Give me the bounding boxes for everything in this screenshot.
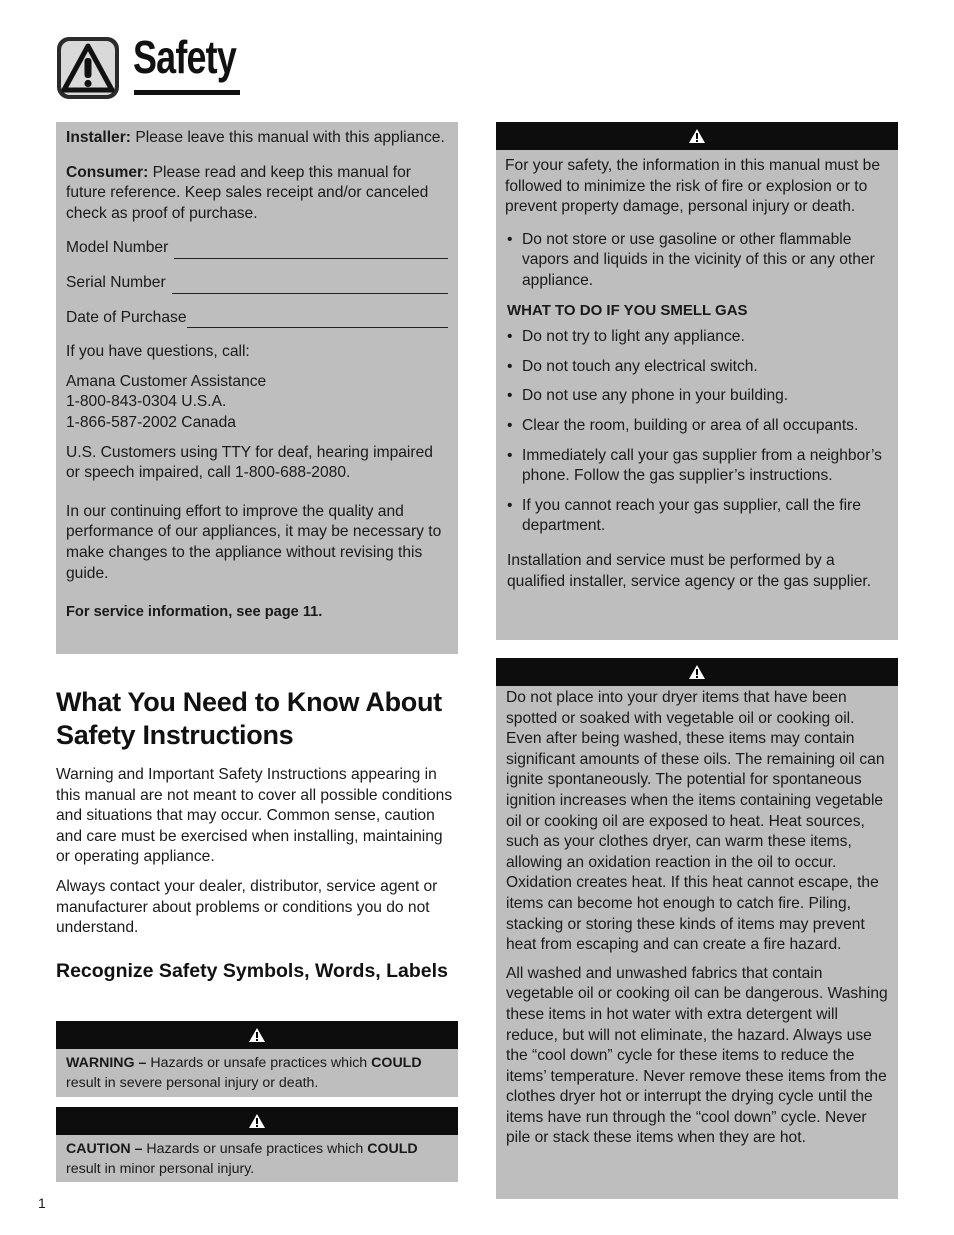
warning-triangle-icon bbox=[688, 128, 706, 144]
oil-warning-box bbox=[496, 686, 898, 1199]
warning-triangle-icon bbox=[688, 664, 706, 680]
intro-paragraph-2: Always contact your dealer, distributor, service agent or manufacturer about problems or conditions you do not understand. bbox=[56, 878, 438, 937]
gas-warning-header-bar bbox=[496, 122, 898, 150]
main-heading: What You Need to Know About Safety Instructions bbox=[56, 687, 442, 750]
page-title: Safety bbox=[133, 31, 237, 83]
intro-paragraph-1: Warning and Important Safety Instructions appearing in this manual are not meant to cover all possible conditions and situations that may occur. Common sense, caution and care must be exercised when installing, maintaining or operating appliance. bbox=[56, 766, 453, 866]
consumer-note: Consumer: Please read and keep this manual for future reference. Keep sales receipt and/or canceled check as proof of purchase. bbox=[66, 163, 429, 222]
smell-gas-heading: WHAT TO DO IF YOU SMELL GAS bbox=[507, 301, 748, 319]
oil-warning-paragraph-2: All washed and unwashed fabrics that contain vegetable oil or cooking oil can be dangerous. Washing these items in hot water with extra detergent will reduce, but will not eliminate, the hazard. Always use the “cool down” cycle for these items to reduce the items’ temperature. Never remove these items from the clothes dryer hot or interrupt the drying cycle until the items have run through the “cool down” cycle. Never pile or stack these items when they are hot. bbox=[506, 964, 888, 1147]
phone-canada: 1-866-587-2002 Canada bbox=[66, 413, 236, 431]
list-item: • Do not touch any electrical switch. bbox=[507, 357, 889, 378]
installer-note: Installer: Please leave this manual with this appliance. bbox=[66, 129, 445, 146]
smell-gas-list bbox=[505, 327, 889, 537]
questions-text: If you have questions, call: bbox=[66, 343, 250, 361]
title-underline bbox=[134, 90, 240, 95]
warning-triangle-icon bbox=[248, 1027, 266, 1043]
improvement-text: In our continuing effort to improve the quality and performance of our appliances, it may be necessary to make changes to the appliance without revising this guide. bbox=[66, 502, 442, 582]
list-item: • If you cannot reach your gas supplier, call the fire department. bbox=[507, 496, 889, 537]
gas-storage-list bbox=[505, 230, 889, 292]
list-item: • Immediately call your gas supplier from a neighbor’s phone. Follow the gas supplier’s instructions. bbox=[507, 446, 889, 487]
list-item: • Clear the room, building or area of all occupants. bbox=[507, 416, 889, 437]
caution-header-bar bbox=[56, 1107, 458, 1135]
oil-warning-paragraph-1: Do not place into your dryer items that have been spotted or soaked with vegetable oil or cooking oil. Even after being washed, these items may contain significant amounts of these oils. The remaining oil can ignite spontaneously. The potential for spontaneous ignition increases when the items containing vegetable oil or cooking oil are exposed to heat. Heat sources, such as your clothes dryer, can warm these items, allowing an oxidation reaction in the oil to occur. Oxidation creates heat. If this heat cannot escape, the items can become hot enough to catch fire. Piling, stacking or storing these kinds of items may prevent heat from escaping and can create a fire hazard. bbox=[506, 689, 885, 954]
list-item: • Do not use any phone in your building. bbox=[507, 386, 889, 407]
page-number: 1 bbox=[38, 1195, 46, 1211]
installation-note: Installation and service must be performed by a qualified installer, service agency or the gas supplier. bbox=[507, 551, 872, 590]
list-item: • Do not store or use gasoline or other flammable vapors and liquids in the vicinity of this or any other appliance. bbox=[507, 230, 889, 292]
purchase-date-field[interactable]: Date of Purchase bbox=[66, 308, 448, 329]
warning-definition: WARNING – Hazards or unsafe practices which COULD result in severe personal injury or death. bbox=[56, 1049, 458, 1097]
caution-definition: CAUTION – Hazards or unsafe practices which COULD result in minor personal injury. bbox=[56, 1135, 458, 1182]
gas-warning-box bbox=[496, 150, 898, 640]
tty-text: U.S. Customers using TTY for deaf, hearing impaired or speech impaired, call 1-800-688-2080. bbox=[66, 443, 433, 482]
caution-triangle-icon bbox=[248, 1113, 266, 1129]
service-info-text: For service information, see page 11. bbox=[66, 604, 323, 621]
gas-warning-intro: For your safety, the information in this manual must be followed to minimize the risk of fire or explosion or to prevent property damage, personal injury or death. bbox=[505, 157, 880, 216]
owner-info-box bbox=[56, 122, 458, 654]
assistance-name: Amana Customer Assistance bbox=[66, 372, 267, 390]
warning-header-bar bbox=[56, 1021, 458, 1049]
oil-warning-header-bar bbox=[496, 658, 898, 686]
phone-us: 1-800-843-0304 U.S.A. bbox=[66, 393, 227, 411]
model-number-field[interactable]: Model Number bbox=[66, 238, 448, 259]
sub-heading: Recognize Safety Symbols, Words, Labels bbox=[56, 960, 448, 982]
list-item: • Do not try to light any appliance. bbox=[507, 327, 889, 348]
serial-number-field[interactable]: Serial Number bbox=[66, 273, 448, 294]
warning-triangle-icon bbox=[56, 36, 120, 100]
